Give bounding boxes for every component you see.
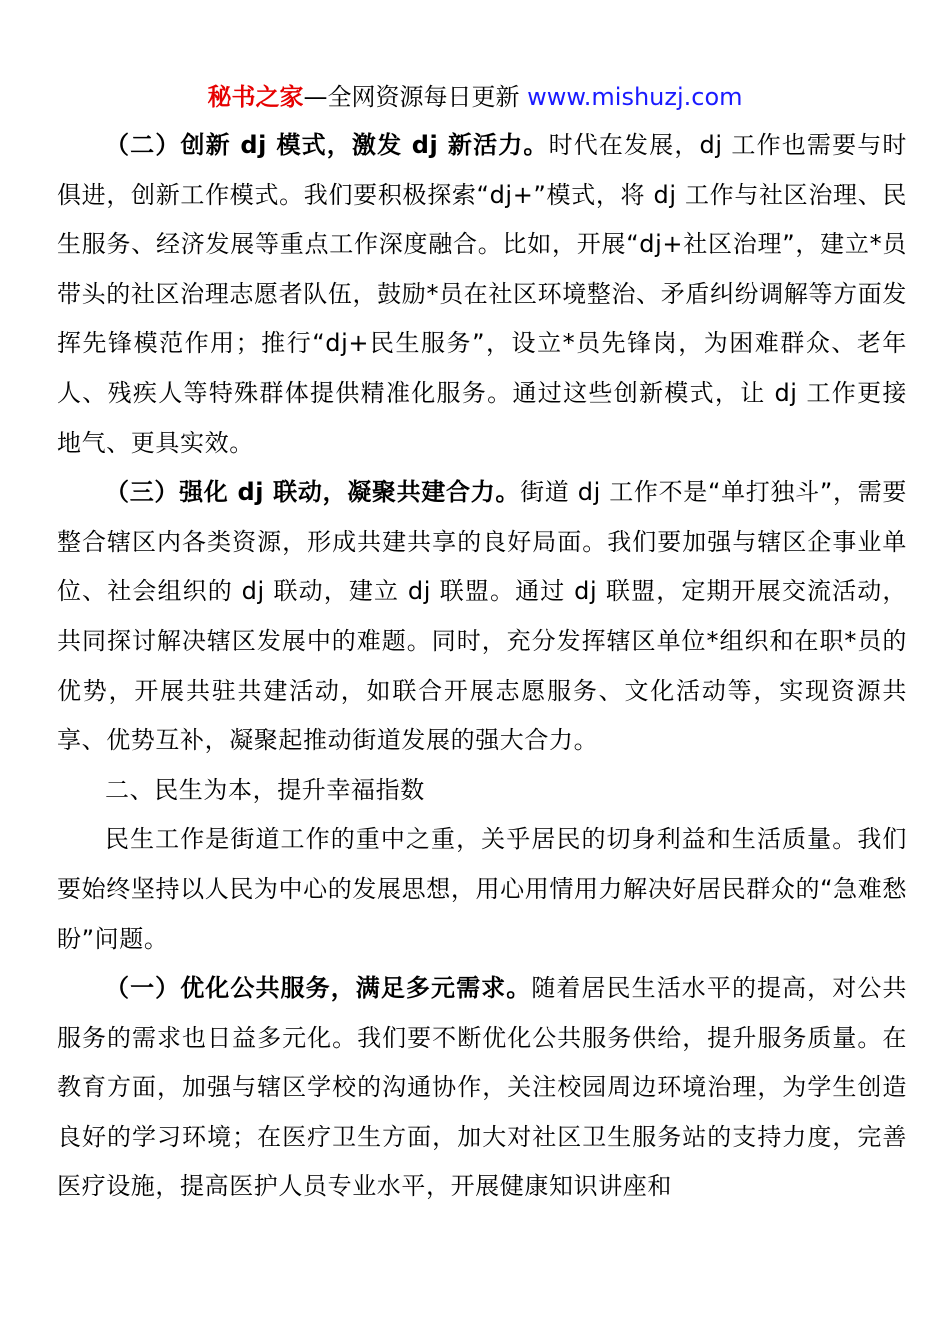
paragraph-public-services bbox=[57, 964, 907, 1212]
paragraph-heading: （二）创新 dj 模式，激发 dj 新活力。 bbox=[105, 131, 549, 159]
section-heading-livelihood bbox=[57, 766, 907, 816]
site-brand: 秘书之家 bbox=[207, 83, 304, 111]
site-header bbox=[0, 80, 950, 114]
paragraph-heading: （三）强化 dj 联动，凝聚共建合力。 bbox=[105, 478, 521, 507]
site-url-link[interactable]: www.mishuzj.com bbox=[527, 83, 743, 111]
paragraph-innovate-model bbox=[57, 121, 907, 468]
paragraph-text: 民生工作是街道工作的重中之重，关乎居民的切身利益和生活质量。我们要始终坚持以人民为中心的发展思想，用心用情用力解决好居民群众的“急难愁盼”问题。 bbox=[57, 825, 907, 953]
site-tagline: —全网资源每日更新 bbox=[303, 83, 520, 111]
paragraph-text: 时代在发展，dj 工作也需要与时俱进，创新工作模式。我们要积极探索“dj+”模式，将 dj 工作与社区治理、民生服务、经济发展等重点工作深度融合。比如，开展“dj+社区治理”，建立*员带头的社区治理志愿者队伍，鼓励*员在社区环境整治、矛盾纠纷调解等方面发挥先锋模范作用；推行“dj+民生服务”，设立*员先锋岗，为困难群众、老年人、残疾人等特殊群体提供精准化服务。通过这些创新模式，让 dj 工作更接地气、更具实效。 bbox=[57, 131, 907, 457]
paragraph-strengthen-linkage bbox=[57, 468, 907, 766]
paragraph-heading: （一）优化公共服务，满足多元需求。 bbox=[105, 974, 532, 1003]
section-heading-text: 二、民生为本，提升幸福指数 bbox=[105, 775, 425, 804]
paragraph-livelihood-intro bbox=[57, 815, 907, 964]
paragraph-text: 街道 dj 工作不是“单打独斗”，需要整合辖区内各类资源，形成共建共享的良好局面。我们要加强与辖区企事业单位、社会组织的 dj 联动，建立 dj 联盟。通过 dj 联盟，定期开展交流活动，共同探讨解决辖区发展中的难题。同时，充分发挥辖区单位*组织和在职*员的优势，开展共驻共建活动，如联合开展志愿服务、文化活动等，实现资源共享、优势互补，凝聚起推动街道发展的强大合力。 bbox=[57, 478, 907, 755]
paragraph-text: 随着居民生活水平的提高，对公共服务的需求也日益多元化。我们要不断优化公共服务供给，提升服务质量。在教育方面，加强与辖区学校的沟通协作，关注校园周边环境治理，为学生创造良好的学习环境；在医疗卫生方面，加大对社区卫生服务站的支持力度，完善医疗设施，提高医护人员专业水平，开展健康知识讲座和 bbox=[57, 974, 908, 1201]
document-body bbox=[57, 121, 907, 1212]
